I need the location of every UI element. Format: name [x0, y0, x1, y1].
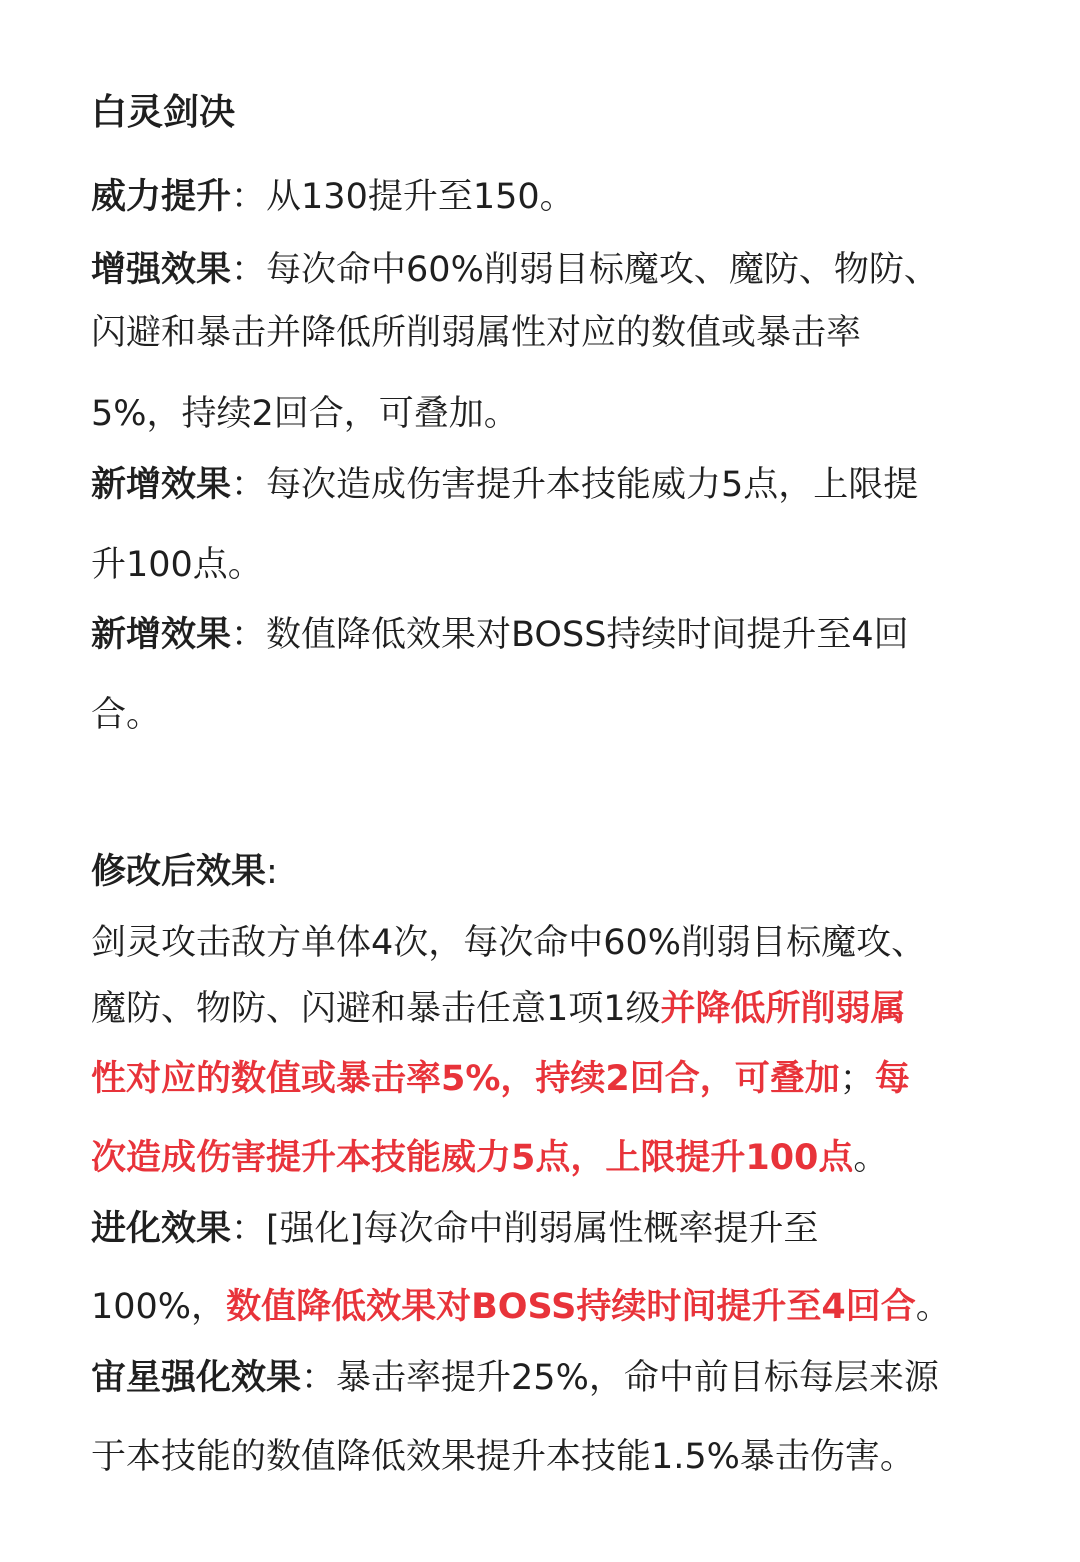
highlight-text: 次造成伤害提升本技能威力5点，上限提升100点: [91, 1138, 854, 1178]
skill-title: 白灵剑决: [91, 92, 236, 133]
entry-text: 暴击率提升25%，命中前目标每层来源: [336, 1358, 939, 1398]
entry-text: [强化]每次命中削弱属性概率提升至: [266, 1209, 819, 1249]
entry-text-line: 5%，持续2回合，可叠加。: [91, 394, 519, 434]
entry-text-line: 合。: [91, 695, 162, 735]
entry-label: 新增效果: [91, 465, 232, 505]
highlight-text: 每: [874, 1059, 910, 1099]
entry-text: 数值降低效果对BOSS持续时间提升至4回: [266, 615, 909, 655]
plain-text: 。: [853, 1138, 889, 1178]
section-sep: :: [266, 852, 278, 892]
plain-text: ；: [839, 1059, 875, 1099]
modified-line: 剑灵攻击敌方单体4次，每次命中60%削弱目标魔攻、: [91, 923, 927, 963]
entry-label: 进化效果: [91, 1209, 232, 1249]
modified-line: [91, 1056, 910, 1102]
enhance-entry: [91, 247, 939, 293]
star-entry: [91, 1355, 939, 1401]
entry-text: 每次命中60%削弱目标魔攻、魔防、物防、: [266, 250, 939, 290]
plain-text: 。: [915, 1287, 951, 1327]
entry-text: 每次造成伤害提升本技能威力5点，上限提: [266, 465, 919, 505]
star-line: 于本技能的数值降低效果提升本技能1.5%暴击伤害。: [91, 1437, 915, 1477]
entry-text-line: 闪避和暴击并降低所削弱属性对应的数值或暴击率: [91, 313, 862, 353]
plain-text: 魔防、物防、闪避和暴击任意1项1级: [91, 989, 661, 1029]
evolution-entry: [91, 1206, 818, 1252]
entry-sep: ：: [231, 177, 267, 217]
highlight-text: 数值降低效果对BOSS持续时间提升至4回合: [226, 1287, 916, 1327]
entry-sep: ：: [231, 250, 267, 290]
entry-text: 从130提升至150。: [266, 177, 575, 217]
modified-line: [91, 1135, 888, 1181]
modified-line: [91, 986, 906, 1032]
entry-label: 宙星强化效果: [91, 1358, 302, 1398]
entry-sep: ：: [301, 1358, 337, 1398]
new-effect-entry: [91, 612, 909, 658]
plain-text: 100%，: [91, 1287, 227, 1327]
entry-text-line: 升100点。: [91, 545, 263, 585]
highlight-text: 并降低所削弱属: [660, 989, 906, 1029]
entry-label: 新增效果: [91, 615, 232, 655]
power-entry: [91, 174, 575, 220]
highlight-text: 性对应的数值或暴击率5%，持续2回合，可叠加: [91, 1059, 840, 1099]
entry-sep: ：: [231, 465, 267, 505]
section-label: 修改后效果: [91, 852, 267, 892]
modified-heading: [91, 849, 278, 895]
entry-label: 增强效果: [91, 250, 232, 290]
entry-sep: ：: [231, 615, 267, 655]
new-effect-entry: [91, 462, 918, 508]
entry-sep: ：: [231, 1209, 267, 1249]
evolution-line: [91, 1284, 951, 1330]
entry-label: 威力提升: [91, 177, 232, 217]
